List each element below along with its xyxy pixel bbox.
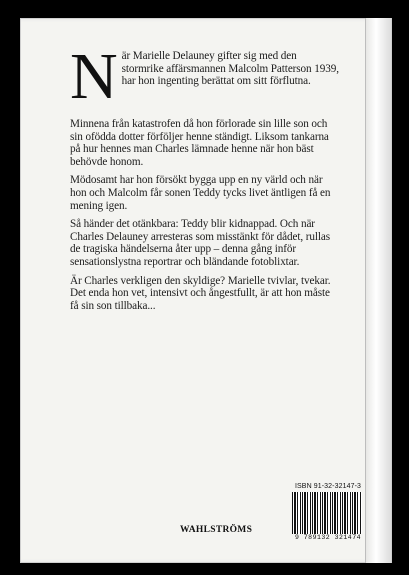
- blurb-text: [70, 40, 340, 318]
- isbn-label: ISBN 91-32-32147-3: [294, 483, 361, 490]
- barcode-block: [292, 483, 364, 549]
- dropcap-letter: N: [70, 40, 118, 113]
- publisher-logo: WAHLSTRÖMS: [180, 525, 253, 535]
- barcode-icon: [292, 492, 362, 534]
- blurb-paragraph-1: [70, 40, 340, 113]
- barcode-number: 9 789132 321474: [294, 534, 361, 541]
- blurb-paragraph-2: Minnena från katastrofen då hon förlorade sin lille son och sin ofödda dotter förföljer henne ständigt. Liksom tankarna på hur hennes man Charles lämnade henne när hon bäst behövde honom.: [70, 118, 329, 168]
- book-spine-edge: [365, 18, 391, 563]
- blurb-paragraph-5: Är Charles verkligen den skyldige? Marielle tvivlar, tvekar. Det enda hon vet, intensivt och ångestfullt, är att hon måste få sin son tillbaka...: [70, 274, 331, 312]
- paragraph-1-text: är Marielle Delauney gifter sig med den stormrike affärsmannen Malcolm Patterson 1939, har hon ingenting berättat om sitt förflutna.: [121, 50, 339, 88]
- blurb-paragraph-4: Så händer det otänkbara: Teddy blir kidnappad. Och när Charles Delauney arresteras som misstänkt för dådet, rullas de tragiska händelserna åter upp – denna gång inför sensationslystna reportrar och bländande fotoblixtar.: [70, 218, 331, 268]
- blurb-paragraph-3: Mödosamt har hon försökt bygga upp en ny värld och när hon och Malcolm får sonen Teddy tycks livet äntligen få en mening igen.: [70, 174, 331, 212]
